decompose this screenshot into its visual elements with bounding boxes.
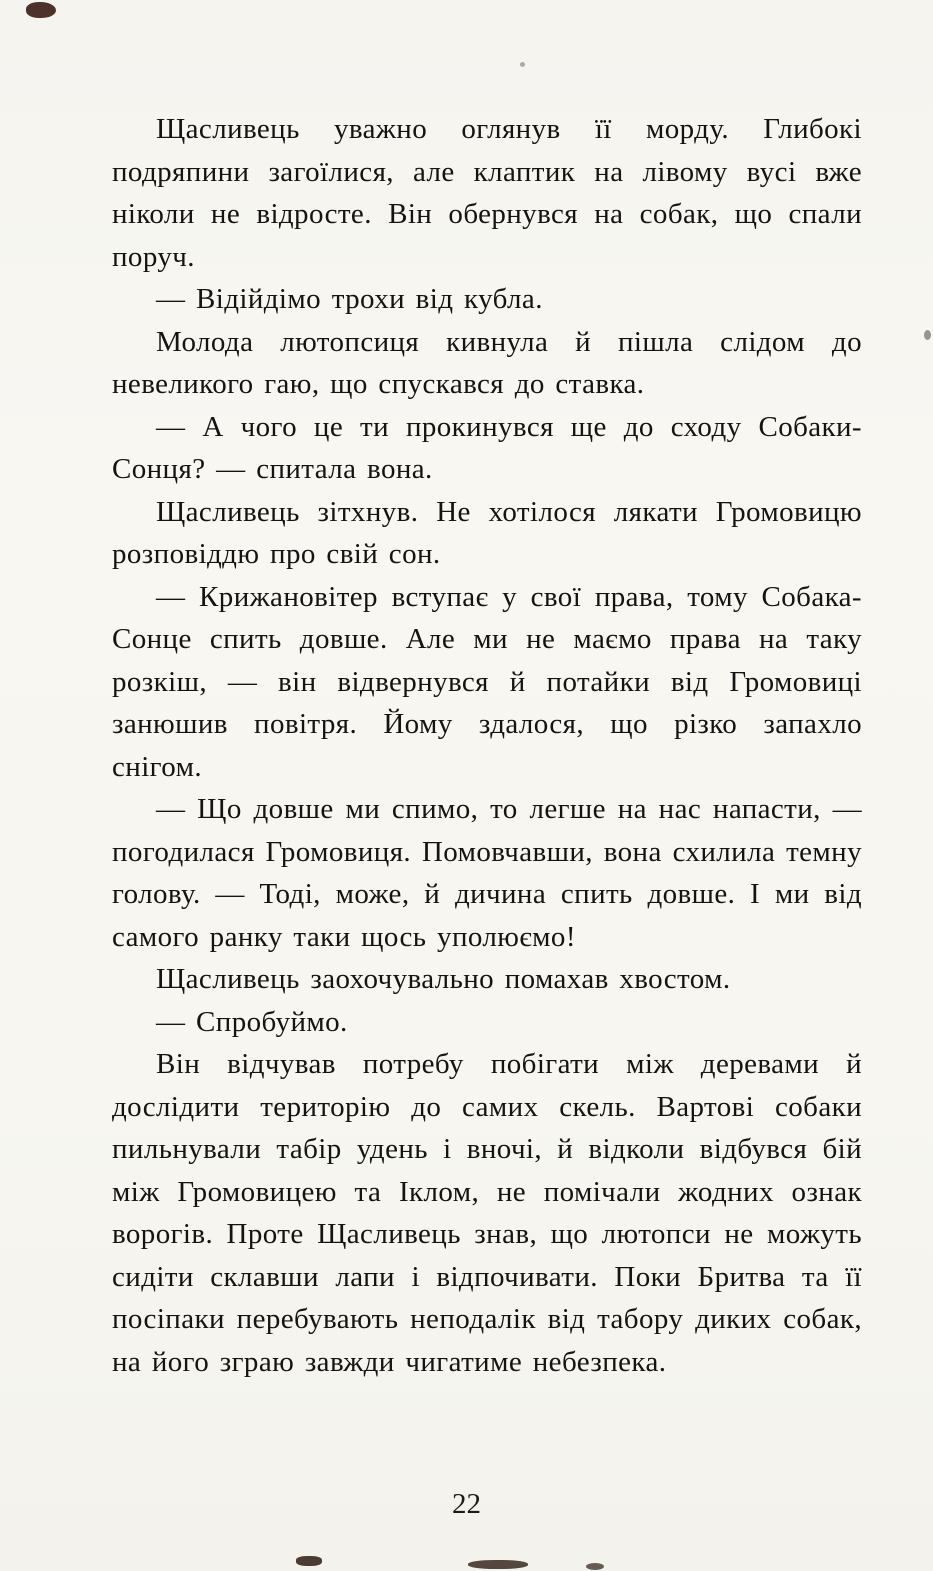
scan-artifact xyxy=(924,330,931,340)
paragraph: Щасливець заохочувально помахав хвостом. xyxy=(156,963,731,995)
paragraph: Щасливець зітхнув. Не хотілося лякати Громовицю розповіддю про свій сон. xyxy=(112,495,862,570)
scan-artifact xyxy=(26,2,56,18)
paragraph-dialogue: — Крижановітер вступає у свої права, тому Собака-Сонце спить довше. Але ми не маємо права на таку розкіш, — він відвернувся й потайки від Громовиці занюшив повітря. Йому здалося, що різко запахло снігом. xyxy=(112,580,862,783)
scan-artifact xyxy=(586,1563,604,1570)
paragraph: Молода лютопсиця кивнула й пішла слідом до невеликого гаю, що спускався до ставка. xyxy=(112,325,862,400)
page-number: 22 xyxy=(452,1488,481,1520)
paragraph-dialogue: — А чого це ти прокинувся ще до сходу Собаки-Сонця? — спитала вона. xyxy=(112,410,862,485)
paragraph-dialogue: — Спробуймо. xyxy=(156,1005,348,1038)
paragraph-dialogue: — Відійдімо трохи від кубла. xyxy=(156,283,543,315)
paragraph-dialogue: — Що довше ми спимо, то легше на нас напасти, — погодилася Громовиця. Помовчавши, вона схилила темну голову. — Тоді, може, й дичина спить довше. І ми від самого ранку таки щось уполюємо! xyxy=(112,793,862,953)
scan-artifact xyxy=(296,1556,322,1566)
scan-artifact xyxy=(520,62,525,67)
page-text-block xyxy=(112,108,862,1383)
paragraph: Щасливець уважно оглянув її морду. Глибокі подряпини загоїлися, але клаптик на лівому вусі вже ніколи не відросте. Він обернувся на собак, що спали поруч. xyxy=(112,113,862,273)
scan-artifact xyxy=(468,1560,528,1569)
paragraph: Він відчував потребу побігати між деревами й дослідити територію до самих скель. Вартові собаки пильнували табір удень і вночі, й відколи відбувся бій між Громовицею та Іклом, не помічали жодних ознак ворогів. Проте Щасливець знав, що лютопси не можуть сидіти склавши лапи і відпочивати. Поки Бритва та її посіпаки перебувають неподалік від табору диких собак, на його зграю завжди чигатиме небезпека. xyxy=(112,1048,862,1378)
